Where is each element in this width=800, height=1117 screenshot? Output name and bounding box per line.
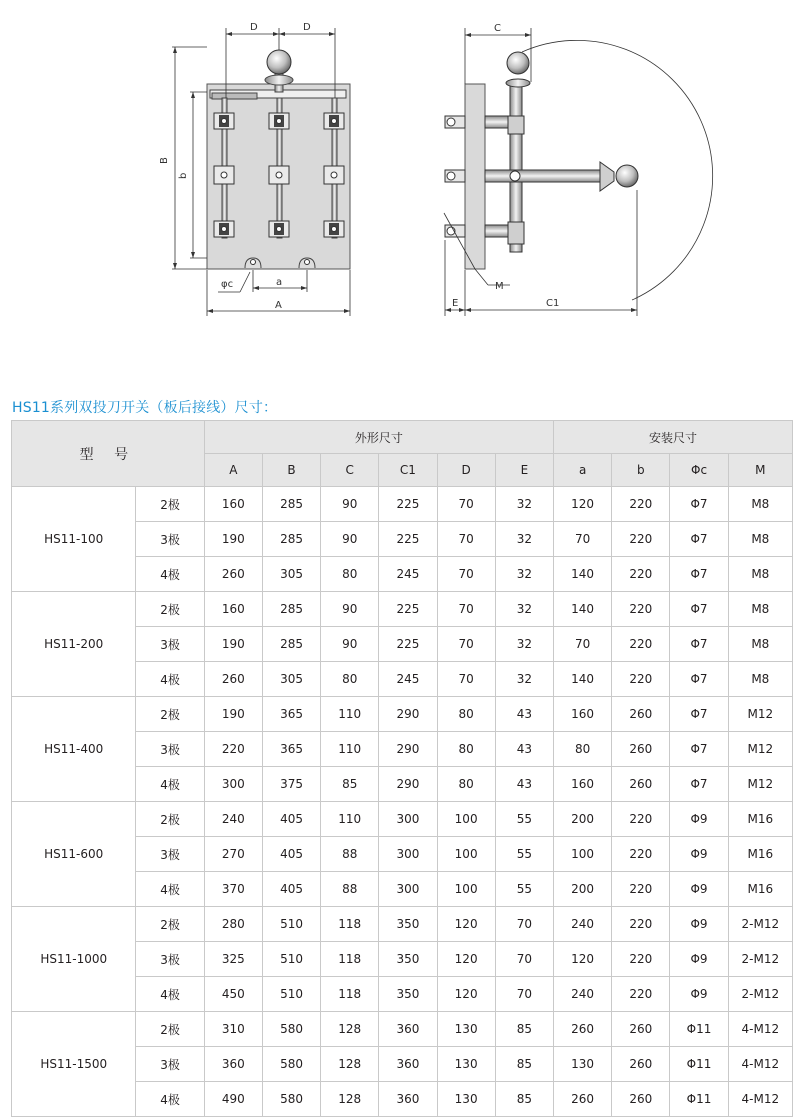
model-name: HS11-400 bbox=[12, 697, 136, 802]
table-cell: Φ7 bbox=[670, 592, 728, 627]
table-cell: 220 bbox=[612, 977, 670, 1012]
table-cell: 220 bbox=[612, 522, 670, 557]
table-row bbox=[12, 1012, 793, 1047]
table-cell: 160 bbox=[204, 487, 262, 522]
table-cell: M12 bbox=[728, 697, 792, 732]
table-cell: 80 bbox=[437, 697, 495, 732]
label-C: C bbox=[494, 23, 501, 34]
outer-dimensions-header: 外形尺寸 bbox=[204, 421, 553, 454]
table-cell: Φ7 bbox=[670, 522, 728, 557]
table-cell: 220 bbox=[204, 732, 262, 767]
table-cell: Φ9 bbox=[670, 942, 728, 977]
table-row bbox=[12, 697, 793, 732]
dimension-table bbox=[11, 420, 793, 1117]
table-cell: 70 bbox=[495, 907, 553, 942]
front-view bbox=[207, 50, 350, 269]
pole-count: 2极 bbox=[136, 802, 204, 837]
label-D-right: D bbox=[303, 22, 311, 33]
table-cell: 220 bbox=[612, 592, 670, 627]
label-b: b bbox=[178, 172, 189, 179]
table-cell: 260 bbox=[612, 1047, 670, 1082]
table-cell: 405 bbox=[262, 837, 320, 872]
table-cell: 118 bbox=[321, 942, 379, 977]
table-cell: 580 bbox=[262, 1047, 320, 1082]
table-cell: 128 bbox=[321, 1012, 379, 1047]
table-cell: 310 bbox=[204, 1012, 262, 1047]
table-cell: 160 bbox=[554, 767, 612, 802]
table-cell: 220 bbox=[612, 837, 670, 872]
table-cell: Φ9 bbox=[670, 907, 728, 942]
table-cell: 140 bbox=[554, 592, 612, 627]
label-B: B bbox=[159, 157, 170, 164]
table-cell: 220 bbox=[612, 907, 670, 942]
table-cell: 80 bbox=[321, 557, 379, 592]
table-cell: 140 bbox=[554, 662, 612, 697]
table-cell: Φ7 bbox=[670, 487, 728, 522]
table-cell: 90 bbox=[321, 592, 379, 627]
table-cell: 32 bbox=[495, 592, 553, 627]
table-cell: 285 bbox=[262, 592, 320, 627]
table-cell: 510 bbox=[262, 907, 320, 942]
table-cell: 325 bbox=[204, 942, 262, 977]
label-M: M bbox=[495, 281, 504, 292]
table-cell: 43 bbox=[495, 732, 553, 767]
table-cell: 70 bbox=[554, 522, 612, 557]
pole-count: 4极 bbox=[136, 557, 204, 592]
table-cell: 365 bbox=[262, 732, 320, 767]
pole-count: 2极 bbox=[136, 907, 204, 942]
table-cell: 220 bbox=[612, 557, 670, 592]
table-row bbox=[12, 487, 793, 522]
table-cell: 70 bbox=[437, 522, 495, 557]
table-cell: M8 bbox=[728, 557, 792, 592]
table-cell: 220 bbox=[612, 872, 670, 907]
table-cell: M12 bbox=[728, 767, 792, 802]
table-cell: 190 bbox=[204, 522, 262, 557]
table-cell: 240 bbox=[204, 802, 262, 837]
table-cell: 190 bbox=[204, 627, 262, 662]
table-cell: 360 bbox=[379, 1047, 437, 1082]
table-cell: 405 bbox=[262, 802, 320, 837]
table-row bbox=[12, 907, 793, 942]
table-cell: 130 bbox=[437, 1012, 495, 1047]
table-cell: 350 bbox=[379, 942, 437, 977]
table-cell: 32 bbox=[495, 662, 553, 697]
table-cell: 120 bbox=[437, 942, 495, 977]
label-A: A bbox=[275, 300, 282, 311]
label-phi-c: φc bbox=[221, 279, 234, 290]
table-cell: Φ9 bbox=[670, 837, 728, 872]
table-cell: 43 bbox=[495, 767, 553, 802]
table-cell: 580 bbox=[262, 1012, 320, 1047]
table-cell: 70 bbox=[554, 627, 612, 662]
table-cell: 220 bbox=[612, 942, 670, 977]
table-cell: 100 bbox=[437, 802, 495, 837]
table-cell: Φ7 bbox=[670, 732, 728, 767]
table-cell: Φ11 bbox=[670, 1082, 728, 1117]
table-cell: 225 bbox=[379, 487, 437, 522]
table-cell: 110 bbox=[321, 802, 379, 837]
table-cell: 365 bbox=[262, 697, 320, 732]
table-cell: 305 bbox=[262, 557, 320, 592]
pole-count: 2极 bbox=[136, 487, 204, 522]
table-cell: 70 bbox=[437, 487, 495, 522]
column-header: Φc bbox=[670, 454, 728, 487]
table-cell: M8 bbox=[728, 592, 792, 627]
table-cell: 128 bbox=[321, 1047, 379, 1082]
table-cell: 190 bbox=[204, 697, 262, 732]
table-cell: Φ7 bbox=[670, 767, 728, 802]
table-cell: 510 bbox=[262, 942, 320, 977]
side-arm-knob-icon bbox=[616, 165, 638, 187]
table-cell: 4-M12 bbox=[728, 1047, 792, 1082]
table-cell: 220 bbox=[612, 627, 670, 662]
table-cell: 200 bbox=[554, 872, 612, 907]
table-cell: M8 bbox=[728, 662, 792, 697]
table-cell: Φ9 bbox=[670, 977, 728, 1012]
pole-count: 3极 bbox=[136, 942, 204, 977]
column-header: a bbox=[554, 454, 612, 487]
table-cell: 32 bbox=[495, 487, 553, 522]
table-cell: 85 bbox=[321, 767, 379, 802]
table-cell: 160 bbox=[554, 697, 612, 732]
table-cell: M8 bbox=[728, 627, 792, 662]
table-cell: 55 bbox=[495, 802, 553, 837]
table-cell: 120 bbox=[554, 487, 612, 522]
table-cell: Φ7 bbox=[670, 557, 728, 592]
column-header: D bbox=[437, 454, 495, 487]
table-cell: 225 bbox=[379, 522, 437, 557]
table-cell: 260 bbox=[612, 697, 670, 732]
table-cell: 85 bbox=[495, 1047, 553, 1082]
column-header: B bbox=[262, 454, 320, 487]
table-cell: 140 bbox=[554, 557, 612, 592]
table-cell: 285 bbox=[262, 627, 320, 662]
pole-count: 4极 bbox=[136, 977, 204, 1012]
table-cell: 130 bbox=[554, 1047, 612, 1082]
model-header: 型 号 bbox=[12, 421, 205, 487]
table-cell: 110 bbox=[321, 732, 379, 767]
column-header: A bbox=[204, 454, 262, 487]
model-name: HS11-600 bbox=[12, 802, 136, 907]
table-cell: 128 bbox=[321, 1082, 379, 1117]
install-dimensions-header: 安装尺寸 bbox=[554, 421, 793, 454]
table-cell: M8 bbox=[728, 487, 792, 522]
table-cell: 43 bbox=[495, 697, 553, 732]
table-cell: 100 bbox=[437, 872, 495, 907]
table-cell: 260 bbox=[612, 732, 670, 767]
pole-count: 4极 bbox=[136, 1082, 204, 1117]
column-header: E bbox=[495, 454, 553, 487]
table-cell: 350 bbox=[379, 977, 437, 1012]
table-cell: 160 bbox=[204, 592, 262, 627]
table-cell: 80 bbox=[437, 767, 495, 802]
table-cell: 4-M12 bbox=[728, 1012, 792, 1047]
table-cell: 225 bbox=[379, 592, 437, 627]
table-cell: 245 bbox=[379, 557, 437, 592]
table-cell: 285 bbox=[262, 522, 320, 557]
table-cell: 510 bbox=[262, 977, 320, 1012]
table-cell: 360 bbox=[379, 1082, 437, 1117]
pole-count: 3极 bbox=[136, 837, 204, 872]
table-cell: 290 bbox=[379, 732, 437, 767]
column-header: b bbox=[612, 454, 670, 487]
table-cell: 88 bbox=[321, 837, 379, 872]
table-cell: 55 bbox=[495, 872, 553, 907]
column-header: C bbox=[321, 454, 379, 487]
table-cell: 130 bbox=[437, 1047, 495, 1082]
table-cell: 120 bbox=[437, 907, 495, 942]
table-heading: HS11系列双投刀开关（板后接线）尺寸： bbox=[12, 400, 278, 416]
table-cell: 32 bbox=[495, 627, 553, 662]
table-cell: 580 bbox=[262, 1082, 320, 1117]
table-cell: Φ7 bbox=[670, 627, 728, 662]
table-cell: 100 bbox=[554, 837, 612, 872]
model-name: HS11-200 bbox=[12, 592, 136, 697]
table-cell: 100 bbox=[437, 837, 495, 872]
table-cell: 2-M12 bbox=[728, 977, 792, 1012]
pole-count: 4极 bbox=[136, 872, 204, 907]
table-cell: 260 bbox=[612, 1012, 670, 1047]
pole-count: 3极 bbox=[136, 627, 204, 662]
table-cell: 220 bbox=[612, 802, 670, 837]
table-cell: 88 bbox=[321, 872, 379, 907]
table-cell: 90 bbox=[321, 522, 379, 557]
table-cell: 490 bbox=[204, 1082, 262, 1117]
table-cell: 280 bbox=[204, 907, 262, 942]
side-handle-knob-icon bbox=[507, 52, 529, 74]
table-cell: 290 bbox=[379, 697, 437, 732]
table-cell: 70 bbox=[437, 662, 495, 697]
table-cell: 200 bbox=[554, 802, 612, 837]
table-cell: 405 bbox=[262, 872, 320, 907]
label-E: E bbox=[452, 298, 459, 309]
table-cell: 70 bbox=[495, 942, 553, 977]
table-cell: 260 bbox=[204, 662, 262, 697]
table-row bbox=[12, 592, 793, 627]
label-D-left: D bbox=[250, 22, 258, 33]
table-cell: 70 bbox=[437, 627, 495, 662]
label-C1: C1 bbox=[546, 298, 560, 309]
table-cell: 260 bbox=[612, 767, 670, 802]
table-cell: 70 bbox=[495, 977, 553, 1012]
model-name: HS11-100 bbox=[12, 487, 136, 592]
table-cell: 118 bbox=[321, 977, 379, 1012]
pole-count: 2极 bbox=[136, 697, 204, 732]
table-cell: M8 bbox=[728, 522, 792, 557]
pole-count: 2极 bbox=[136, 592, 204, 627]
table-cell: 70 bbox=[437, 557, 495, 592]
table-cell: 118 bbox=[321, 907, 379, 942]
pole-count: 3极 bbox=[136, 732, 204, 767]
table-cell: M16 bbox=[728, 872, 792, 907]
table-cell: 350 bbox=[379, 907, 437, 942]
table-cell: 80 bbox=[437, 732, 495, 767]
table-cell: 300 bbox=[379, 837, 437, 872]
label-a: a bbox=[276, 277, 283, 288]
table-cell: 220 bbox=[612, 487, 670, 522]
model-name: HS11-1500 bbox=[12, 1012, 136, 1117]
table-cell: 130 bbox=[437, 1082, 495, 1117]
table-cell: Φ11 bbox=[670, 1047, 728, 1082]
table-cell: 260 bbox=[612, 1082, 670, 1117]
table-cell: M16 bbox=[728, 837, 792, 872]
table-cell: 85 bbox=[495, 1082, 553, 1117]
table-cell: 32 bbox=[495, 522, 553, 557]
table-cell: 90 bbox=[321, 487, 379, 522]
table-row bbox=[12, 802, 793, 837]
dimension-drawing bbox=[0, 0, 800, 340]
table-cell: 260 bbox=[204, 557, 262, 592]
table-cell: 370 bbox=[204, 872, 262, 907]
pole-count: 2极 bbox=[136, 1012, 204, 1047]
table-cell: 260 bbox=[554, 1082, 612, 1117]
table-cell: Φ7 bbox=[670, 662, 728, 697]
table-cell: 300 bbox=[204, 767, 262, 802]
table-cell: 300 bbox=[379, 872, 437, 907]
pole-count: 4极 bbox=[136, 662, 204, 697]
table-cell: 220 bbox=[612, 662, 670, 697]
side-view bbox=[445, 52, 638, 269]
table-cell: 240 bbox=[554, 977, 612, 1012]
table-cell: Φ11 bbox=[670, 1012, 728, 1047]
model-name: HS11-1000 bbox=[12, 907, 136, 1012]
table-cell: 80 bbox=[321, 662, 379, 697]
table-cell: 270 bbox=[204, 837, 262, 872]
table-cell: 260 bbox=[554, 1012, 612, 1047]
table-cell: 290 bbox=[379, 767, 437, 802]
table-cell: 80 bbox=[554, 732, 612, 767]
table-cell: 360 bbox=[379, 1012, 437, 1047]
table-cell: 120 bbox=[554, 942, 612, 977]
table-cell: 225 bbox=[379, 627, 437, 662]
table-cell: Φ7 bbox=[670, 697, 728, 732]
front-handle-knob-icon bbox=[267, 50, 291, 74]
side-base-plate bbox=[465, 84, 485, 269]
pole-count: 3极 bbox=[136, 522, 204, 557]
table-cell: 90 bbox=[321, 627, 379, 662]
table-cell: Φ9 bbox=[670, 872, 728, 907]
table-cell: 240 bbox=[554, 907, 612, 942]
table-cell: 32 bbox=[495, 557, 553, 592]
table-cell: 120 bbox=[437, 977, 495, 1012]
table-cell: 305 bbox=[262, 662, 320, 697]
column-header: C1 bbox=[379, 454, 437, 487]
table-cell: 110 bbox=[321, 697, 379, 732]
table-cell: 4-M12 bbox=[728, 1082, 792, 1117]
table-cell: 300 bbox=[379, 802, 437, 837]
table-cell: M16 bbox=[728, 802, 792, 837]
pole-count: 4极 bbox=[136, 767, 204, 802]
pole-count: 3极 bbox=[136, 1047, 204, 1082]
column-header: M bbox=[728, 454, 792, 487]
table-cell: 245 bbox=[379, 662, 437, 697]
table-cell: Φ9 bbox=[670, 802, 728, 837]
table-cell: 450 bbox=[204, 977, 262, 1012]
table-cell: M12 bbox=[728, 732, 792, 767]
table-cell: 2-M12 bbox=[728, 942, 792, 977]
table-cell: 375 bbox=[262, 767, 320, 802]
table-cell: 360 bbox=[204, 1047, 262, 1082]
table-cell: 2-M12 bbox=[728, 907, 792, 942]
table-cell: 285 bbox=[262, 487, 320, 522]
table-cell: 70 bbox=[437, 592, 495, 627]
table-cell: 55 bbox=[495, 837, 553, 872]
table-cell: 85 bbox=[495, 1012, 553, 1047]
